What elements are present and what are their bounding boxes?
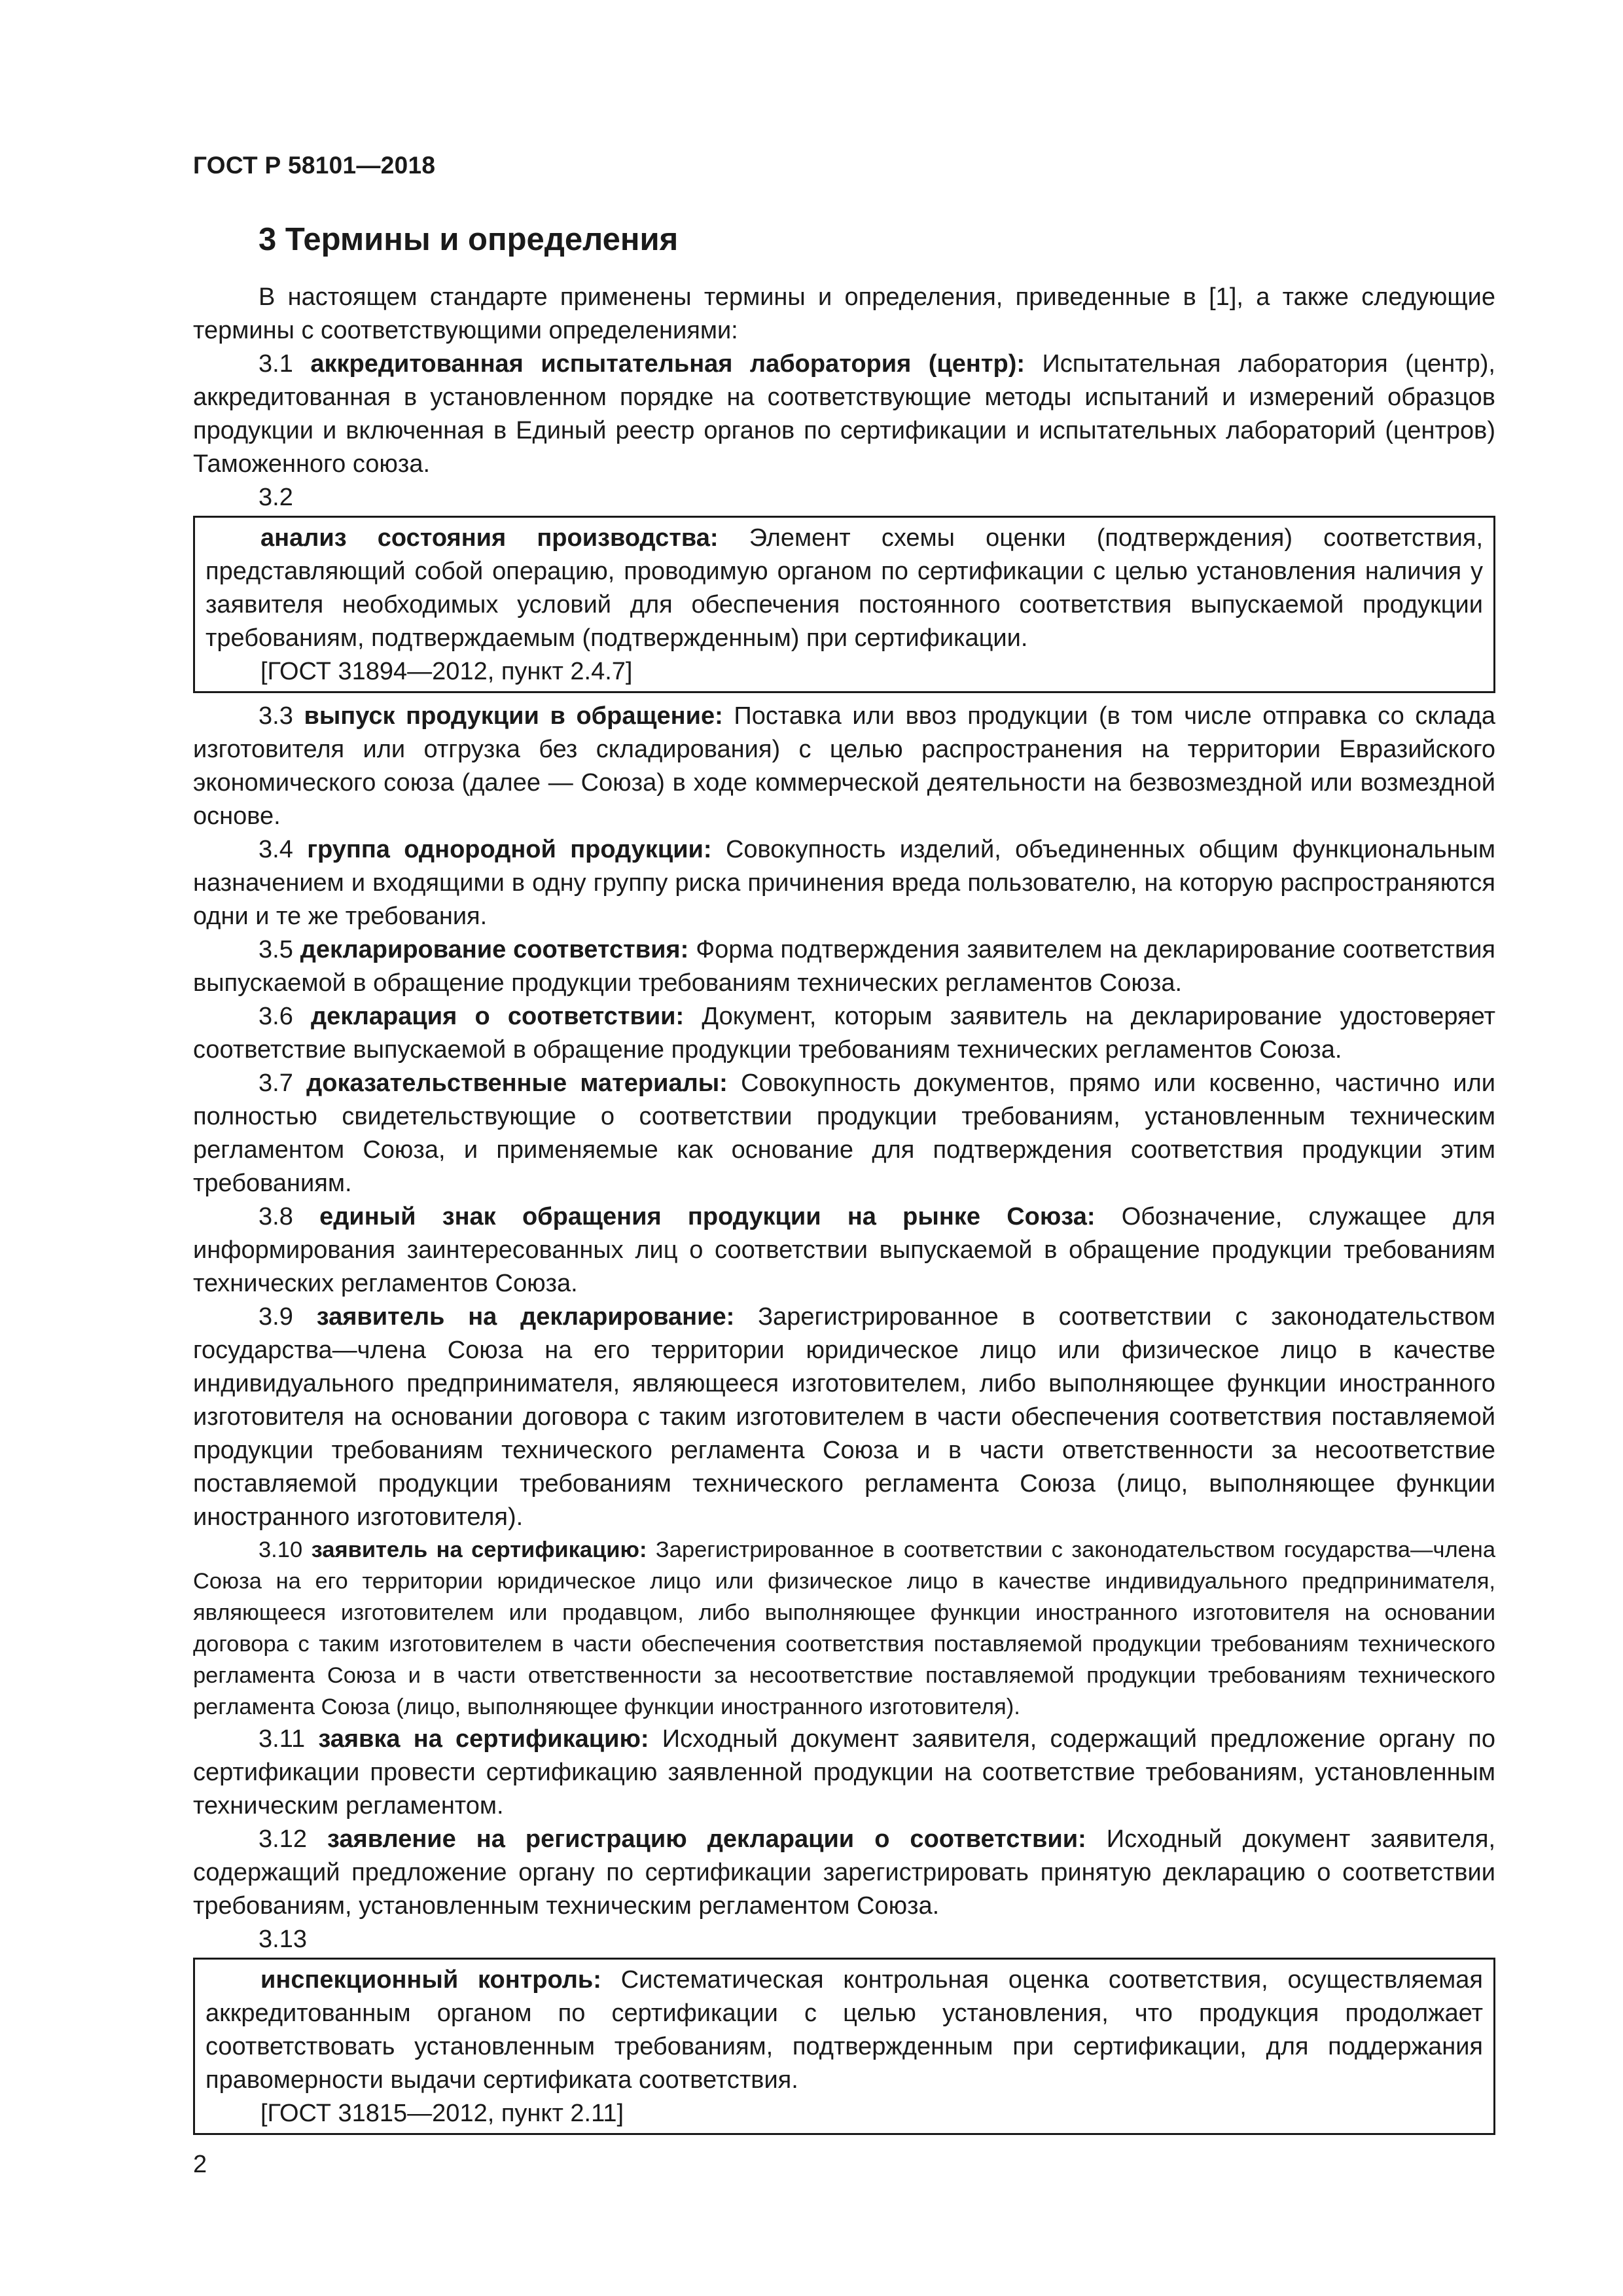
term-definition: Зарегистрированное в соответствии с законодательством государства—члена Союза на его территории юридическое лицо или физическое лицо в качестве индивидуального предпринимателя, являющееся изготовителем, либо выполняющее функции иностранного изготовителя на основании договора с таким изготовителем в части обеспечения соответствия поставляемой продукции требованиям технического регламента Союза и в части ответственности за несоответствие поставляемой продукции требованиям технического регламента Союза (лицо, выполняющее функции иностранного изготовителя). xyxy=(193,1303,1495,1531)
term-number: 3.11 xyxy=(259,1725,306,1753)
term-3-8 xyxy=(193,1200,1495,1300)
term-name: доказательственные материалы: xyxy=(306,1069,728,1097)
term-3-6 xyxy=(193,1000,1495,1067)
term-source-reference: [ГОСТ 31894—2012, пункт 2.4.7] xyxy=(260,658,633,685)
term-number: 3.3 xyxy=(259,702,293,730)
term-definition: Зарегистрированное в соответствии с законодательством государства—члена Союза на его территории юридическое лицо или физическое лицо в качестве индивидуального предпринимателя, являющееся изготовителем или продавцом, либо выполняющее функции иностранного изготовителя на основании договора с таким изготовителем в части обеспечения соответствия поставляемой продукции требованиям технического регламента Союза и в части ответственности за несоответствие поставляемой продукции требованиям технического регламента Союза (лицо, выполняющее функции иностранного изготовителя). xyxy=(193,1537,1496,1719)
term-number: 3.5 xyxy=(259,936,293,963)
term-definition: Испытательная лаборатория (центр), аккредитованная в установленном порядке на соответствующие методы испытаний и измерений образцов продукции и включенная в Единый реестр органов по сертификации и испытательных лабораторий (центров) Таможенного союза. xyxy=(193,350,1495,478)
term-definition: Исходный документ заявителя, содержащий предложение органу по сертификации провести сертификацию заявленной продукции на соответствие требованиям, установленным техническим регламентом. xyxy=(193,1725,1496,1820)
term-3-3 xyxy=(193,700,1495,833)
term-name: заявка на сертификацию: xyxy=(318,1725,649,1753)
term-name: анализ состояния производства: xyxy=(260,524,719,552)
term-definition: Систематическая контрольная оценка соответствия, осуществляемая аккредитованным органом по сертификации с целью установления, что продукция продолжает соответствовать установленным требованиям, подтвержденным при сертификации, для поддержания правомерности выдачи сертификата соответствия. xyxy=(205,1966,1483,2094)
term-number: 3.6 xyxy=(259,1003,293,1030)
quoted-term-box xyxy=(193,1958,1495,2135)
term-3-7 xyxy=(193,1067,1495,1200)
term-number-3-13: 3.13 xyxy=(259,1926,307,1953)
term-source-reference: [ГОСТ 31815—2012, пункт 2.11] xyxy=(260,2100,624,2127)
term-name: единый знак обращения продукции на рынке Союза: xyxy=(319,1203,1096,1230)
page-content xyxy=(193,219,1495,2142)
term-3-4 xyxy=(193,833,1495,933)
term-definition: Совокупность документов, прямо или косвенно, частично или полностью свидетельствующие о соответствии продукции требованиям, установленным техническим регламентом Союза, и применяемые как основание для подтверждения соответствия продукции этим требованиям. xyxy=(193,1069,1495,1197)
term-name: группа однородной продукции: xyxy=(307,836,712,863)
term-3-5 xyxy=(193,933,1495,1000)
term-number: 3.4 xyxy=(259,836,293,863)
term-3-9 xyxy=(193,1300,1495,1534)
term-name: декларирование соответствия: xyxy=(300,936,689,963)
term-number: 3.9 xyxy=(259,1303,293,1331)
term-name: декларация о соответствии: xyxy=(311,1003,685,1030)
term-number: 3.7 xyxy=(259,1069,293,1097)
section-intro: В настоящем стандарте применены термины и определения, приведенные в [1], а также следующие термины с соответствующими определениями: xyxy=(193,283,1495,344)
term-definition: Элемент схемы оценки (подтверждения) соответствия, представляющий собой операцию, проводимую органом по сертификации с целью установления наличия у заявителя необходимых условий для обеспечения постоянного соответствия выпускаемой продукции требованиям, подтверждаемым (подтвержденным) при сертификации. xyxy=(205,524,1484,652)
term-3-13 xyxy=(205,1964,1483,2097)
term-3-12 xyxy=(193,1823,1495,1923)
term-definition: Документ, которым заявитель на декларирование удостоверяет соответствие выпускаемой в обращение продукции требованиям технических регламентов Союза. xyxy=(193,1003,1495,1064)
term-definition: Обозначение, служащее для информирования заинтересованных лиц о соответствии выпускаемой в обращение продукции требованиям технических регламентов Союза. xyxy=(193,1203,1495,1297)
term-3-11 xyxy=(193,1723,1495,1823)
term-3-10 xyxy=(193,1534,1495,1723)
term-name: аккредитованная испытательная лаборатория (центр): xyxy=(310,350,1026,378)
term-number: 3.12 xyxy=(259,1825,307,1853)
term-definition: Форма подтверждения заявителем на декларирование соответствия выпускаемой в обращение продукции требованиям технических регламентов Союза. xyxy=(193,936,1496,997)
term-3-1 xyxy=(193,348,1495,481)
term-3-2 xyxy=(205,522,1483,655)
term-definition: Совокупность изделий, объединенных общим функциональным назначением и входящими в одну группу риска причинения вреда пользователю, на которую распространяются одни и те же требования. xyxy=(193,836,1495,930)
term-number: 3.10 xyxy=(259,1537,303,1562)
term-name: заявитель на декларирование: xyxy=(316,1303,735,1331)
term-name: заявление на регистрацию декларации о соответствии: xyxy=(327,1825,1086,1853)
term-definition: Поставка или ввоз продукции (в том числе отправка со склада изготовителя или отгрузка без складирования) с целью распространения на территории Евразийского экономического союза (далее — Союза) в ходе коммерческой деятельности на безвозмездной или возмездной основе. xyxy=(193,702,1495,830)
term-name: выпуск продукции в обращение: xyxy=(304,702,723,730)
term-number: 3.1 xyxy=(259,350,293,378)
term-number-3-2: 3.2 xyxy=(259,484,293,511)
term-number: 3.8 xyxy=(259,1203,293,1230)
term-name: инспекционный контроль: xyxy=(260,1966,601,1994)
section-title: 3 Термины и определения xyxy=(259,222,679,257)
term-name: заявитель на сертификацию: xyxy=(311,1537,647,1562)
page-number: 2 xyxy=(193,2151,207,2178)
document-code: ГОСТ Р 58101—2018 xyxy=(193,152,436,179)
quoted-term-box xyxy=(193,516,1495,693)
term-definition: Исходный документ заявителя, содержащий предложение органу по сертификации зарегистрировать принятую декларацию о соответствии требованиям, установленным техническим регламентом Союза. xyxy=(193,1825,1495,1920)
